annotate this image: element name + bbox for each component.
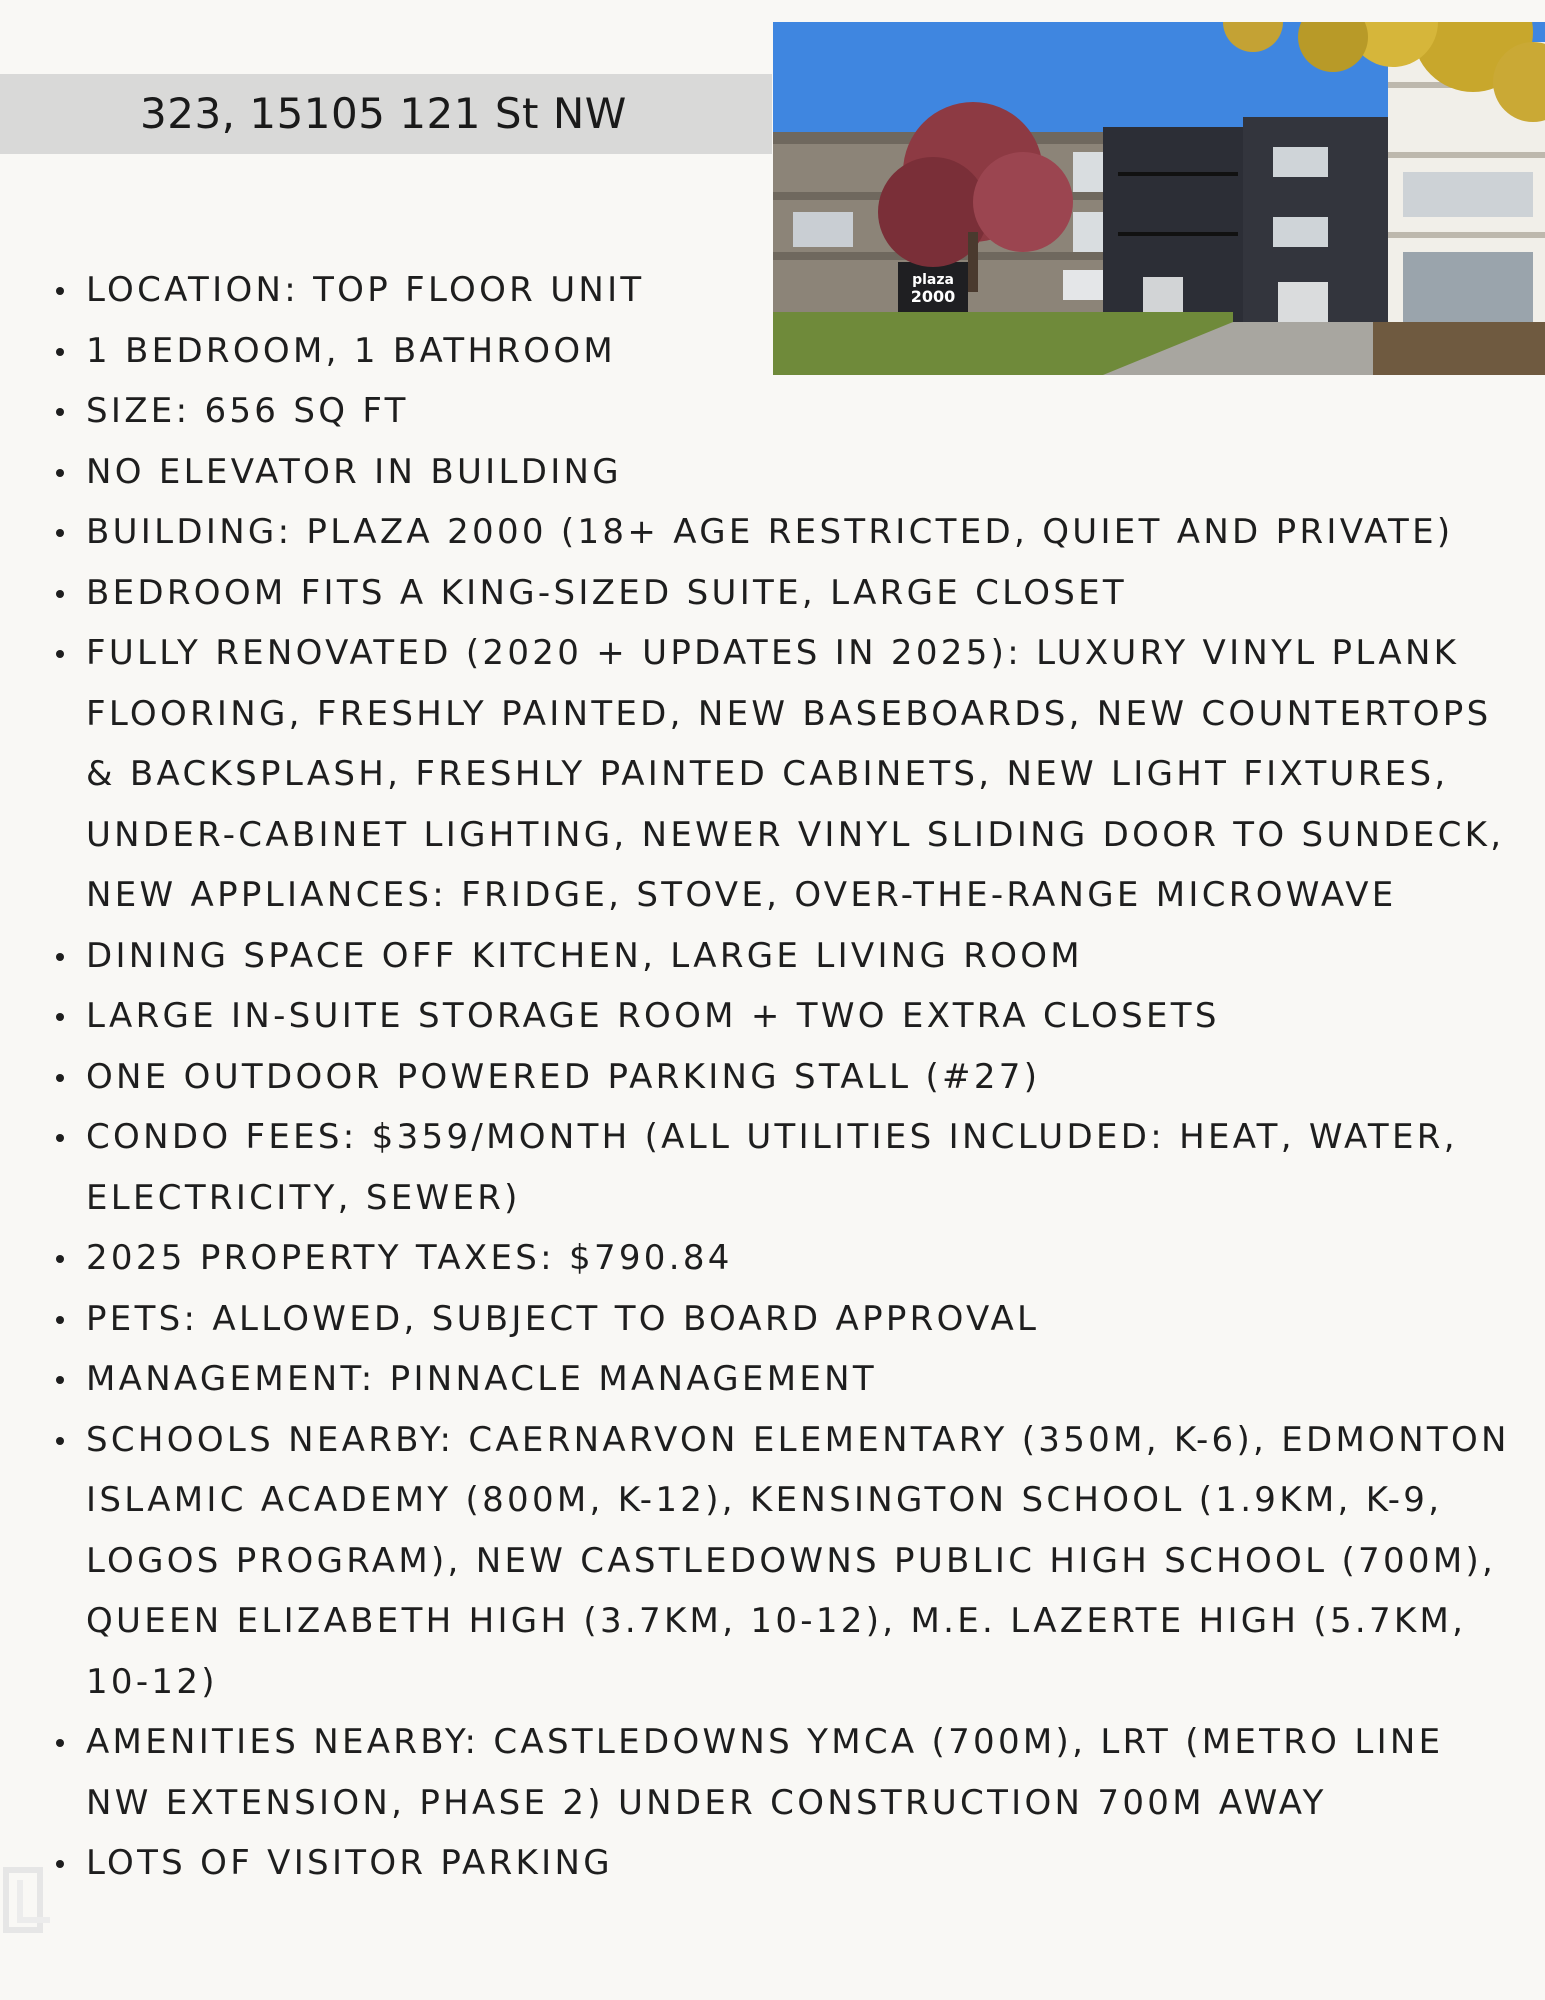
feature-text: 2025 PROPERTY TAXES: $790.84 (86, 1238, 733, 1278)
feature-text: NO ELEVATOR IN BUILDING (86, 451, 622, 492)
feature-list (52, 260, 1522, 1894)
feature-item (52, 442, 1522, 503)
bullet-icon (56, 1739, 64, 1747)
feature-text: LOTS OF VISITOR PARKING (86, 1843, 613, 1883)
feature-text: LARGE IN-SUITE STORAGE ROOM + TWO EXTRA CLOSETS (86, 996, 1220, 1036)
feature-item (52, 986, 1522, 1047)
feature-item (52, 260, 1522, 321)
feature-text: PETS: ALLOWED, SUBJECT TO BOARD APPROVAL (86, 1298, 1040, 1339)
feature-text: CONDO FEES: $359/MONTH (ALL UTILITIES INCLUDED: HEAT, WATER, ELECTRICITY, SEWER) (86, 1117, 1458, 1218)
feature-item (52, 1047, 1522, 1108)
sign-line-2: 2000 (910, 287, 956, 306)
bullet-icon (56, 1316, 64, 1324)
feature-item (52, 926, 1522, 987)
bullet-icon (56, 529, 64, 537)
feature-text: SCHOOLS NEARBY: CAERNARVON ELEMENTARY (350M, K-6), EDMONTON ISLAMIC ACADEMY (800M, K-12), KENSINGTON SCHOOL (1.9KM, K-9, LOGOS PROGRAM), NEW CASTLEDOWNS PUBLIC HIGH SCHOOL (700M), QUEEN ELIZABETH HIGH (3.7KM, 10-12), M.E. LAZERTE HIGH (5.7KM, 10-12) (86, 1419, 1510, 1702)
bullet-icon (56, 1134, 64, 1142)
feature-item (52, 1712, 1522, 1833)
feature-text: FULLY RENOVATED (2020 + UPDATES IN 2025): LUXURY VINYL PLANK FLOORING, FRESHLY PAINTED, NEW BASEBOARDS, NEW COUNTERTOPS & BACKSPLASH, FRESHLY PAINTED CABINETS, NEW LIGHT FIXTURES, UNDER-CABINET LIGHTING, NEWER VINYL SLIDING DOOR TO SUNDECK, NEW APPLIANCES: FRIDGE, STOVE, OVER-THE-RANGE MICROWAVE (86, 633, 1505, 915)
feature-item (52, 1107, 1522, 1228)
feature-text: AMENITIES NEARBY: CASTLEDOWNS YMCA (700M), LRT (METRO LINE NW EXTENSION, PHASE 2) UNDER CONSTRUCTION 700M AWAY (86, 1722, 1444, 1823)
bullet-icon (56, 1255, 64, 1263)
bullet-icon (56, 469, 64, 477)
feature-item (52, 381, 1522, 442)
bullet-icon (56, 408, 64, 416)
feature-text: BEDROOM FITS A KING-SIZED SUITE, LARGE CLOSET (86, 572, 1127, 613)
feature-text: BUILDING: PLAZA 2000 (18+ AGE RESTRICTED, QUIET AND PRIVATE) (86, 512, 1454, 552)
watermark-icon (0, 1860, 70, 1940)
feature-text: ONE OUTDOOR POWERED PARKING STALL (#27) (86, 1056, 1041, 1097)
feature-item (52, 1289, 1522, 1350)
feature-item (52, 321, 1522, 382)
sign-line-1: plaza (912, 272, 954, 288)
bullet-icon (56, 650, 64, 658)
bullet-icon (56, 1074, 64, 1082)
bullet-icon (56, 1376, 64, 1384)
feature-item (52, 623, 1522, 926)
feature-item (52, 1228, 1522, 1289)
bullet-icon (56, 590, 64, 598)
bullet-icon (56, 953, 64, 961)
feature-text: DINING SPACE OFF KITCHEN, LARGE LIVING ROOM (86, 935, 1083, 976)
feature-text: 1 BEDROOM, 1 BATHROOM (86, 330, 617, 371)
feature-item (52, 563, 1522, 624)
feature-item (52, 502, 1522, 563)
feature-text: SIZE: 656 SQ FT (86, 391, 409, 431)
feature-item (52, 1349, 1522, 1410)
bullet-icon (56, 287, 64, 295)
bullet-icon (56, 348, 64, 356)
bullet-icon (56, 1013, 64, 1021)
feature-text: LOCATION: TOP FLOOR UNIT (86, 270, 645, 310)
feature-text: MANAGEMENT: PINNACLE MANAGEMENT (86, 1359, 877, 1399)
bullet-icon (56, 1437, 64, 1445)
property-address: 323, 15105 121 St NW (140, 89, 627, 138)
feature-item (52, 1410, 1522, 1713)
feature-item (52, 1833, 1522, 1894)
